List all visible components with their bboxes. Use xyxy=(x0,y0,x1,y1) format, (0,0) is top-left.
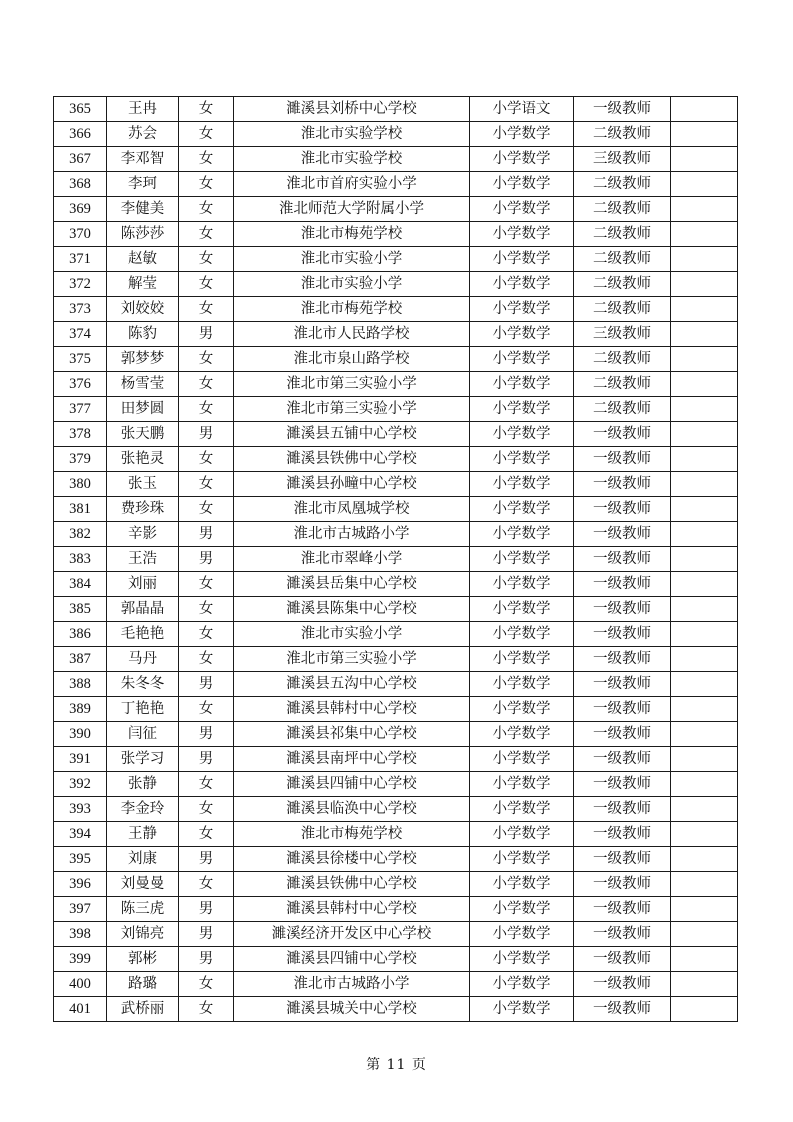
teacher-name-cell: 李金玲 xyxy=(107,797,179,822)
note-cell xyxy=(671,197,738,222)
table-row xyxy=(54,722,738,747)
row-number-cell: 381 xyxy=(54,497,107,522)
table-row xyxy=(54,222,738,247)
table-row xyxy=(54,472,738,497)
teacher-name-cell: 李健美 xyxy=(107,197,179,222)
rank-cell: 三级教师 xyxy=(574,322,671,347)
rank-cell: 一级教师 xyxy=(574,597,671,622)
subject-cell: 小学数学 xyxy=(470,597,574,622)
table-row xyxy=(54,522,738,547)
rank-cell: 一级教师 xyxy=(574,922,671,947)
teacher-name-cell: 刘丽 xyxy=(107,572,179,597)
table-row xyxy=(54,347,738,372)
table-row xyxy=(54,772,738,797)
row-number-cell: 397 xyxy=(54,897,107,922)
note-cell xyxy=(671,622,738,647)
table-row xyxy=(54,897,738,922)
school-cell: 淮北市梅苑学校 xyxy=(234,297,470,322)
teacher-name-cell: 王浩 xyxy=(107,547,179,572)
school-cell: 淮北市实验小学 xyxy=(234,622,470,647)
rank-cell: 二级教师 xyxy=(574,272,671,297)
note-cell xyxy=(671,247,738,272)
note-cell xyxy=(671,172,738,197)
teacher-name-cell: 闫征 xyxy=(107,722,179,747)
school-cell: 濉溪县城关中心学校 xyxy=(234,997,470,1022)
row-number-cell: 383 xyxy=(54,547,107,572)
gender-cell: 女 xyxy=(179,697,234,722)
teacher-name-cell: 张艳灵 xyxy=(107,447,179,472)
rank-cell: 一级教师 xyxy=(574,997,671,1022)
teacher-name-cell: 刘曼曼 xyxy=(107,872,179,897)
school-cell: 濉溪县刘桥中心学校 xyxy=(234,97,470,122)
row-number-cell: 399 xyxy=(54,947,107,972)
rank-cell: 一级教师 xyxy=(574,897,671,922)
teacher-name-cell: 张天鹏 xyxy=(107,422,179,447)
table-row xyxy=(54,497,738,522)
row-number-cell: 395 xyxy=(54,847,107,872)
gender-cell: 女 xyxy=(179,372,234,397)
table-row xyxy=(54,297,738,322)
gender-cell: 女 xyxy=(179,972,234,997)
school-cell: 濉溪县铁佛中心学校 xyxy=(234,447,470,472)
teacher-name-cell: 刘锦亮 xyxy=(107,922,179,947)
teacher-name-cell: 李邓智 xyxy=(107,147,179,172)
gender-cell: 女 xyxy=(179,172,234,197)
school-cell: 淮北市梅苑学校 xyxy=(234,822,470,847)
teacher-name-cell: 田梦圆 xyxy=(107,397,179,422)
school-cell: 濉溪县临涣中心学校 xyxy=(234,797,470,822)
page-number: 第 11 页 xyxy=(366,1057,427,1073)
teacher-name-cell: 朱冬冬 xyxy=(107,672,179,697)
table-row xyxy=(54,997,738,1022)
rank-cell: 一级教师 xyxy=(574,872,671,897)
table-row xyxy=(54,372,738,397)
note-cell xyxy=(671,397,738,422)
row-number-cell: 384 xyxy=(54,572,107,597)
gender-cell: 女 xyxy=(179,597,234,622)
subject-cell: 小学数学 xyxy=(470,722,574,747)
school-cell: 淮北市古城路小学 xyxy=(234,972,470,997)
school-cell: 淮北市实验小学 xyxy=(234,247,470,272)
note-cell xyxy=(671,822,738,847)
note-cell xyxy=(671,947,738,972)
teacher-name-cell: 苏会 xyxy=(107,122,179,147)
rank-cell: 二级教师 xyxy=(574,197,671,222)
rank-cell: 二级教师 xyxy=(574,222,671,247)
row-number-cell: 396 xyxy=(54,872,107,897)
teacher-name-cell: 刘姣姣 xyxy=(107,297,179,322)
subject-cell: 小学数学 xyxy=(470,447,574,472)
rank-cell: 一级教师 xyxy=(574,697,671,722)
subject-cell: 小学数学 xyxy=(470,547,574,572)
row-number-cell: 400 xyxy=(54,972,107,997)
row-number-cell: 394 xyxy=(54,822,107,847)
table-row xyxy=(54,622,738,647)
teacher-name-cell: 王冉 xyxy=(107,97,179,122)
gender-cell: 女 xyxy=(179,472,234,497)
note-cell xyxy=(671,497,738,522)
gender-cell: 女 xyxy=(179,772,234,797)
rank-cell: 一级教师 xyxy=(574,522,671,547)
teacher-name-cell: 王静 xyxy=(107,822,179,847)
rank-cell: 一级教师 xyxy=(574,822,671,847)
row-number-cell: 372 xyxy=(54,272,107,297)
subject-cell: 小学数学 xyxy=(470,797,574,822)
row-number-cell: 379 xyxy=(54,447,107,472)
note-cell xyxy=(671,547,738,572)
note-cell xyxy=(671,147,738,172)
school-cell: 濉溪县徐楼中心学校 xyxy=(234,847,470,872)
gender-cell: 女 xyxy=(179,822,234,847)
gender-cell: 女 xyxy=(179,247,234,272)
rank-cell: 一级教师 xyxy=(574,572,671,597)
row-number-cell: 389 xyxy=(54,697,107,722)
school-cell: 淮北市梅苑学校 xyxy=(234,222,470,247)
note-cell xyxy=(671,747,738,772)
subject-cell: 小学数学 xyxy=(470,622,574,647)
subject-cell: 小学数学 xyxy=(470,822,574,847)
subject-cell: 小学数学 xyxy=(470,697,574,722)
rank-cell: 二级教师 xyxy=(574,247,671,272)
school-cell: 濉溪县五沟中心学校 xyxy=(234,672,470,697)
subject-cell: 小学数学 xyxy=(470,897,574,922)
table-row xyxy=(54,247,738,272)
gender-cell: 女 xyxy=(179,447,234,472)
note-cell xyxy=(671,222,738,247)
subject-cell: 小学数学 xyxy=(470,272,574,297)
rank-cell: 二级教师 xyxy=(574,297,671,322)
subject-cell: 小学数学 xyxy=(470,397,574,422)
subject-cell: 小学数学 xyxy=(470,997,574,1022)
note-cell xyxy=(671,922,738,947)
note-cell xyxy=(671,847,738,872)
note-cell xyxy=(671,672,738,697)
row-number-cell: 392 xyxy=(54,772,107,797)
gender-cell: 女 xyxy=(179,197,234,222)
school-cell: 淮北市第三实验小学 xyxy=(234,397,470,422)
table-row xyxy=(54,597,738,622)
school-cell: 濉溪县四铺中心学校 xyxy=(234,947,470,972)
school-cell: 淮北市泉山路学校 xyxy=(234,347,470,372)
row-number-cell: 373 xyxy=(54,297,107,322)
gender-cell: 女 xyxy=(179,122,234,147)
row-number-cell: 388 xyxy=(54,672,107,697)
subject-cell: 小学数学 xyxy=(470,122,574,147)
table-row xyxy=(54,172,738,197)
gender-cell: 女 xyxy=(179,872,234,897)
teacher-name-cell: 路璐 xyxy=(107,972,179,997)
table-row xyxy=(54,747,738,772)
teacher-name-cell: 马丹 xyxy=(107,647,179,672)
row-number-cell: 393 xyxy=(54,797,107,822)
subject-cell: 小学数学 xyxy=(470,372,574,397)
row-number-cell: 385 xyxy=(54,597,107,622)
school-cell: 濉溪县岳集中心学校 xyxy=(234,572,470,597)
gender-cell: 男 xyxy=(179,522,234,547)
table-row xyxy=(54,947,738,972)
teacher-name-cell: 张玉 xyxy=(107,472,179,497)
teacher-name-cell: 辛影 xyxy=(107,522,179,547)
teacher-name-cell: 陈三虎 xyxy=(107,897,179,922)
teacher-name-cell: 郭彬 xyxy=(107,947,179,972)
gender-cell: 男 xyxy=(179,897,234,922)
school-cell: 濉溪县孙疃中心学校 xyxy=(234,472,470,497)
teacher-name-cell: 张学习 xyxy=(107,747,179,772)
note-cell xyxy=(671,272,738,297)
note-cell xyxy=(671,997,738,1022)
note-cell xyxy=(671,347,738,372)
table-row xyxy=(54,672,738,697)
row-number-cell: 398 xyxy=(54,922,107,947)
rank-cell: 二级教师 xyxy=(574,172,671,197)
school-cell: 濉溪县铁佛中心学校 xyxy=(234,872,470,897)
gender-cell: 男 xyxy=(179,922,234,947)
row-number-cell: 391 xyxy=(54,747,107,772)
note-cell xyxy=(671,872,738,897)
school-cell: 濉溪县韩村中心学校 xyxy=(234,697,470,722)
rank-cell: 一级教师 xyxy=(574,497,671,522)
school-cell: 淮北市实验学校 xyxy=(234,122,470,147)
table-row xyxy=(54,272,738,297)
table-row xyxy=(54,422,738,447)
school-cell: 濉溪县四铺中心学校 xyxy=(234,772,470,797)
subject-cell: 小学数学 xyxy=(470,322,574,347)
gender-cell: 女 xyxy=(179,222,234,247)
row-number-cell: 370 xyxy=(54,222,107,247)
subject-cell: 小学数学 xyxy=(470,947,574,972)
table-row xyxy=(54,822,738,847)
note-cell xyxy=(671,522,738,547)
note-cell xyxy=(671,772,738,797)
row-number-cell: 368 xyxy=(54,172,107,197)
teacher-name-cell: 陈豹 xyxy=(107,322,179,347)
note-cell xyxy=(671,322,738,347)
subject-cell: 小学数学 xyxy=(470,222,574,247)
teacher-name-cell: 丁艳艳 xyxy=(107,697,179,722)
teacher-name-cell: 赵敏 xyxy=(107,247,179,272)
note-cell xyxy=(671,972,738,997)
gender-cell: 男 xyxy=(179,722,234,747)
rank-cell: 一级教师 xyxy=(574,672,671,697)
teacher-name-cell: 郭梦梦 xyxy=(107,347,179,372)
table-row xyxy=(54,122,738,147)
gender-cell: 女 xyxy=(179,347,234,372)
subject-cell: 小学数学 xyxy=(470,922,574,947)
note-cell xyxy=(671,722,738,747)
row-number-cell: 387 xyxy=(54,647,107,672)
subject-cell: 小学数学 xyxy=(470,747,574,772)
note-cell xyxy=(671,697,738,722)
school-cell: 濉溪经济开发区中心学校 xyxy=(234,922,470,947)
teacher-name-cell: 陈莎莎 xyxy=(107,222,179,247)
school-cell: 淮北市第三实验小学 xyxy=(234,372,470,397)
school-cell: 淮北市实验学校 xyxy=(234,147,470,172)
row-number-cell: 377 xyxy=(54,397,107,422)
row-number-cell: 375 xyxy=(54,347,107,372)
table-row xyxy=(54,547,738,572)
subject-cell: 小学数学 xyxy=(470,872,574,897)
table-row xyxy=(54,972,738,997)
subject-cell: 小学数学 xyxy=(470,672,574,697)
subject-cell: 小学数学 xyxy=(470,522,574,547)
note-cell xyxy=(671,297,738,322)
note-cell xyxy=(671,97,738,122)
note-cell xyxy=(671,422,738,447)
row-number-cell: 390 xyxy=(54,722,107,747)
row-number-cell: 371 xyxy=(54,247,107,272)
subject-cell: 小学数学 xyxy=(470,472,574,497)
table-row xyxy=(54,797,738,822)
table-row xyxy=(54,147,738,172)
rank-cell: 一级教师 xyxy=(574,847,671,872)
teacher-name-cell: 费珍珠 xyxy=(107,497,179,522)
rank-cell: 二级教师 xyxy=(574,347,671,372)
table-row xyxy=(54,922,738,947)
subject-cell: 小学数学 xyxy=(470,172,574,197)
subject-cell: 小学数学 xyxy=(470,247,574,272)
table-row xyxy=(54,97,738,122)
row-number-cell: 378 xyxy=(54,422,107,447)
subject-cell: 小学数学 xyxy=(470,347,574,372)
school-cell: 淮北市人民路学校 xyxy=(234,322,470,347)
row-number-cell: 365 xyxy=(54,97,107,122)
school-cell: 濉溪县祁集中心学校 xyxy=(234,722,470,747)
row-number-cell: 386 xyxy=(54,622,107,647)
gender-cell: 女 xyxy=(179,647,234,672)
gender-cell: 男 xyxy=(179,322,234,347)
rank-cell: 一级教师 xyxy=(574,97,671,122)
school-cell: 淮北师范大学附属小学 xyxy=(234,197,470,222)
gender-cell: 男 xyxy=(179,672,234,697)
row-number-cell: 367 xyxy=(54,147,107,172)
table-row xyxy=(54,197,738,222)
gender-cell: 女 xyxy=(179,272,234,297)
subject-cell: 小学数学 xyxy=(470,647,574,672)
rank-cell: 一级教师 xyxy=(574,472,671,497)
note-cell xyxy=(671,447,738,472)
rank-cell: 一级教师 xyxy=(574,772,671,797)
table-row xyxy=(54,647,738,672)
rank-cell: 一级教师 xyxy=(574,447,671,472)
rank-cell: 二级教师 xyxy=(574,397,671,422)
subject-cell: 小学数学 xyxy=(470,197,574,222)
row-number-cell: 369 xyxy=(54,197,107,222)
subject-cell: 小学数学 xyxy=(470,572,574,597)
school-cell: 淮北市翠峰小学 xyxy=(234,547,470,572)
row-number-cell: 401 xyxy=(54,997,107,1022)
teacher-name-cell: 毛艳艳 xyxy=(107,622,179,647)
gender-cell: 女 xyxy=(179,97,234,122)
table-row xyxy=(54,847,738,872)
gender-cell: 女 xyxy=(179,147,234,172)
school-cell: 淮北市实验小学 xyxy=(234,272,470,297)
rank-cell: 一级教师 xyxy=(574,422,671,447)
rank-cell: 一级教师 xyxy=(574,972,671,997)
school-cell: 濉溪县南坪中心学校 xyxy=(234,747,470,772)
subject-cell: 小学数学 xyxy=(470,847,574,872)
rank-cell: 一级教师 xyxy=(574,747,671,772)
row-number-cell: 376 xyxy=(54,372,107,397)
table-row xyxy=(54,447,738,472)
roster-body xyxy=(54,97,738,1022)
gender-cell: 男 xyxy=(179,847,234,872)
subject-cell: 小学数学 xyxy=(470,497,574,522)
gender-cell: 男 xyxy=(179,547,234,572)
rank-cell: 三级教师 xyxy=(574,147,671,172)
note-cell xyxy=(671,372,738,397)
gender-cell: 女 xyxy=(179,497,234,522)
teacher-name-cell: 张静 xyxy=(107,772,179,797)
note-cell xyxy=(671,572,738,597)
rank-cell: 一级教师 xyxy=(574,722,671,747)
gender-cell: 男 xyxy=(179,747,234,772)
rank-cell: 一级教师 xyxy=(574,647,671,672)
school-cell: 濉溪县五铺中心学校 xyxy=(234,422,470,447)
gender-cell: 女 xyxy=(179,622,234,647)
school-cell: 淮北市首府实验小学 xyxy=(234,172,470,197)
subject-cell: 小学数学 xyxy=(470,422,574,447)
subject-cell: 小学数学 xyxy=(470,297,574,322)
table-row xyxy=(54,872,738,897)
subject-cell: 小学数学 xyxy=(470,972,574,997)
teacher-roster-table xyxy=(53,96,738,1022)
teacher-name-cell: 杨雪莹 xyxy=(107,372,179,397)
rank-cell: 一级教师 xyxy=(574,622,671,647)
teacher-name-cell: 李珂 xyxy=(107,172,179,197)
school-cell: 濉溪县陈集中心学校 xyxy=(234,597,470,622)
gender-cell: 女 xyxy=(179,797,234,822)
table-row xyxy=(54,572,738,597)
row-number-cell: 380 xyxy=(54,472,107,497)
school-cell: 淮北市古城路小学 xyxy=(234,522,470,547)
school-cell: 濉溪县韩村中心学校 xyxy=(234,897,470,922)
rank-cell: 一级教师 xyxy=(574,547,671,572)
gender-cell: 女 xyxy=(179,572,234,597)
gender-cell: 男 xyxy=(179,947,234,972)
row-number-cell: 382 xyxy=(54,522,107,547)
gender-cell: 男 xyxy=(179,422,234,447)
table-row xyxy=(54,322,738,347)
school-cell: 淮北市凤凰城学校 xyxy=(234,497,470,522)
note-cell xyxy=(671,122,738,147)
rank-cell: 二级教师 xyxy=(574,122,671,147)
table-row xyxy=(54,697,738,722)
teacher-name-cell: 郭晶晶 xyxy=(107,597,179,622)
subject-cell: 小学语文 xyxy=(470,97,574,122)
gender-cell: 女 xyxy=(179,997,234,1022)
row-number-cell: 366 xyxy=(54,122,107,147)
teacher-name-cell: 武桥丽 xyxy=(107,997,179,1022)
subject-cell: 小学数学 xyxy=(470,772,574,797)
note-cell xyxy=(671,472,738,497)
note-cell xyxy=(671,897,738,922)
row-number-cell: 374 xyxy=(54,322,107,347)
note-cell xyxy=(671,597,738,622)
table-row xyxy=(54,397,738,422)
note-cell xyxy=(671,647,738,672)
teacher-name-cell: 解莹 xyxy=(107,272,179,297)
rank-cell: 二级教师 xyxy=(574,372,671,397)
school-cell: 淮北市第三实验小学 xyxy=(234,647,470,672)
gender-cell: 女 xyxy=(179,397,234,422)
note-cell xyxy=(671,797,738,822)
gender-cell: 女 xyxy=(179,297,234,322)
subject-cell: 小学数学 xyxy=(470,147,574,172)
rank-cell: 一级教师 xyxy=(574,947,671,972)
rank-cell: 一级教师 xyxy=(574,797,671,822)
teacher-name-cell: 刘康 xyxy=(107,847,179,872)
